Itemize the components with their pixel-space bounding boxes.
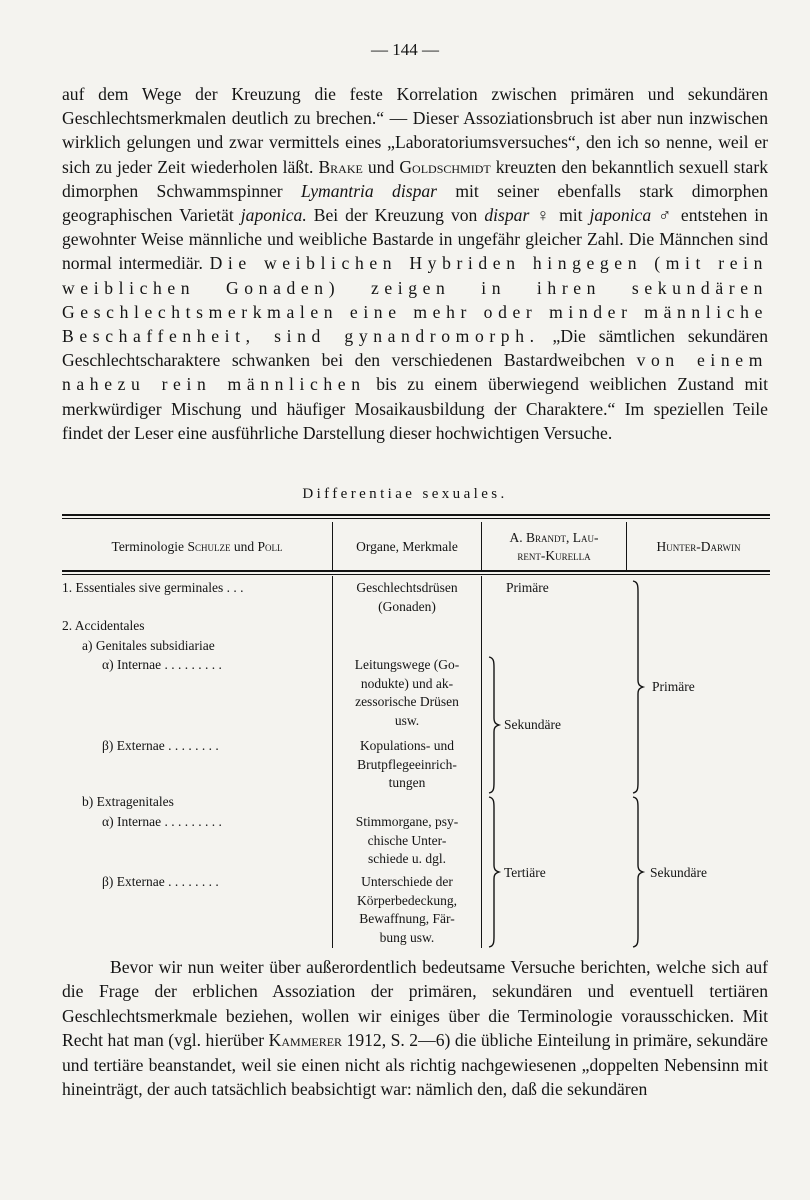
cell-line: Brutpflegeeinrich- xyxy=(357,756,457,772)
species-japonica: japonica xyxy=(589,205,652,226)
organ-cell-stimmorgane xyxy=(336,813,478,869)
cell-line: bung usw. xyxy=(379,929,435,945)
paragraph-terminology xyxy=(62,955,768,1101)
author-name-goldschmidt: Goldschmidt xyxy=(399,156,491,177)
cell-line: Geschlechtsdrüsen xyxy=(356,580,458,595)
text-run: 1912, S. 2—6) die übliche Einteilung in primäre, sekundäre und tertiäre beanstandet, weil sie einen nicht als richtig nachgewiesenen „doppelten Nebensinn mit hineinträgt, der auch tatsächlich beabsichtigt war: nämlich den, daß die sekundären xyxy=(62,1030,768,1100)
cell-line: Kopulations- und xyxy=(359,738,455,753)
row-label-genitales: a) Genitales subsidiariae xyxy=(82,638,215,653)
column-header-brandt xyxy=(482,529,626,565)
cell-line: tungen xyxy=(388,775,426,791)
table-top-rule xyxy=(62,514,770,516)
row-label-externae-1: β) Externae . . . . . . . . xyxy=(102,738,219,753)
row-label-accidentales: 2. Accidentales xyxy=(62,618,145,633)
cell-line: Körperbedeckung, xyxy=(356,892,458,908)
brandt-tertiaere: Tertiäre xyxy=(504,865,546,880)
table-header-rule xyxy=(62,570,770,572)
brace-sekundaere xyxy=(486,656,502,794)
darwin-primaere: Primäre xyxy=(652,679,695,694)
header-name-poll: Poll xyxy=(257,539,283,554)
row-label-externae-2: β) Externae . . . . . . . . xyxy=(102,874,219,889)
brandt-sekundaere: Sekundäre xyxy=(504,717,561,732)
page-number: — 144 — xyxy=(371,40,439,59)
cell-line: usw. xyxy=(394,712,420,728)
species-name: Lymantria dispar xyxy=(300,180,438,201)
row-label-internae-1: α) Internae . . . . . . . . . xyxy=(102,657,222,672)
cell-line: Leitungswege (Go- xyxy=(354,657,460,672)
brace-tertiaere xyxy=(486,796,502,948)
column-divider xyxy=(332,576,333,948)
text-run: ♀ mit xyxy=(529,205,590,226)
header-text: rent-Kurella xyxy=(517,548,591,563)
cell-line: Bewaffnung, Fär- xyxy=(359,911,455,927)
spaced-emphasis: Die weiblichen Hybriden hingegen (mit rein weiblichen Gonaden) zeigen in ihren sekundären Geschlechtsmerkmalen eine mehr oder minder männliche Beschaffenheit, sind gynandromorph. xyxy=(62,253,768,347)
cell-line: Stimmorgane, psy- xyxy=(355,814,459,829)
cell-line: Unterschiede der xyxy=(361,874,453,889)
organ-cell-koerperbedeckung xyxy=(336,873,478,947)
spaced-emphasis: von einem nahezu rein männlichen xyxy=(62,350,768,395)
text-run: Bevor wir nun weiter über außerordentlich bedeutsame Versuche berichten, welche sich auf die Frage der erblichen Assoziation der primären, sekundären und eventuell tertiären Geschlechtsmerkmale beziehen, wollen wir einiges über die Terminologie vorausschicken. Mit Recht hat man (vgl. hierüber xyxy=(62,957,768,1051)
row-label-internae-2: α) Internae . . . . . . . . . xyxy=(102,814,222,829)
column-divider xyxy=(481,576,482,948)
row-label-essentiales: 1. Essentiales sive germinales . . . xyxy=(62,580,244,595)
author-name-kammerer: Kammerer xyxy=(268,1030,343,1051)
header-text: und xyxy=(230,539,258,554)
brace-darwin-sekundaere xyxy=(630,796,646,948)
text-run: Bei der Kreuzung von xyxy=(306,205,485,226)
organ-cell-gonaden xyxy=(336,579,478,616)
text-run: und xyxy=(362,156,400,177)
brandt-primaere: Primäre xyxy=(506,580,549,595)
header-text: Terminologie xyxy=(111,539,188,554)
darwin-sekundaere: Sekundäre xyxy=(650,865,707,880)
row-label-extragenitales: b) Extragenitales xyxy=(82,794,174,809)
organ-cell-leitungswege xyxy=(336,656,478,730)
table-top-rule-thin xyxy=(62,518,770,519)
text-run: ♂ entstehen in gewohnter Weise männliche und weibliche Bastarde in ungefähr gleicher Zahl. Die Männchen sind normal intermediär. xyxy=(62,205,768,274)
text-run: auf dem Wege der Kreuzung die feste Korrelation zwischen primären und sekundären Geschlechtsmerkmalen deutlich zu brechen.“ — Dieser Assoziationsbruch ist aber nun inzwischen wirklich gelungen und zwar vermittels eines „Laboratoriumsversuches“, den ich so nenne, weil er sich zu jeder Zeit wiederholen läßt. xyxy=(62,84,768,177)
organ-cell-kopulation xyxy=(336,737,478,793)
paragraph-intro xyxy=(62,82,768,445)
cell-line: zessorische Drüsen xyxy=(355,694,459,710)
variety-name: japonica. xyxy=(240,205,307,226)
header-name-schulze: Schulze xyxy=(187,539,231,554)
cell-line: chische Unter- xyxy=(367,832,447,848)
text-run: „Die sämtlichen sekundären Geschlechtscharaktere schwanken bei den verschiedenen Bastardweibchen xyxy=(62,326,768,371)
cell-line: nodukte) und ak- xyxy=(360,675,454,691)
text-run: kreuzten den bekanntlich sexuell stark dimorphen Schwammspinner xyxy=(62,156,768,201)
table-caption: Differentiae sexuales. xyxy=(302,486,508,502)
cell-line: (Gonaden) xyxy=(378,598,436,614)
column-header-organs: Organe, Merkmale xyxy=(356,539,458,554)
brace-primaere xyxy=(630,580,646,794)
table-header-rule-thin xyxy=(62,574,770,575)
author-name-brake: Brake xyxy=(318,156,363,177)
species-dispar: dispar xyxy=(484,205,530,226)
column-header-hunter-darwin: Hunter-Darwin xyxy=(656,539,741,554)
column-header-terminology xyxy=(62,538,332,556)
cell-line: schiede u. dgl. xyxy=(368,851,446,867)
header-text: A. Brandt, Lau- xyxy=(509,530,599,545)
text-run: mit seiner ebenfalls stark dimorphen geographischen Varietät xyxy=(62,180,768,226)
text-run: bis zu einem überwiegend weiblichen Zustand mit merkwürdiger Mischung und häufiger Mosaikausbildung der Charaktere.“ Im speziellen Teile findet der Leser eine ausführliche Darstellung dieser hochwichtigen Versuche. xyxy=(62,374,768,443)
